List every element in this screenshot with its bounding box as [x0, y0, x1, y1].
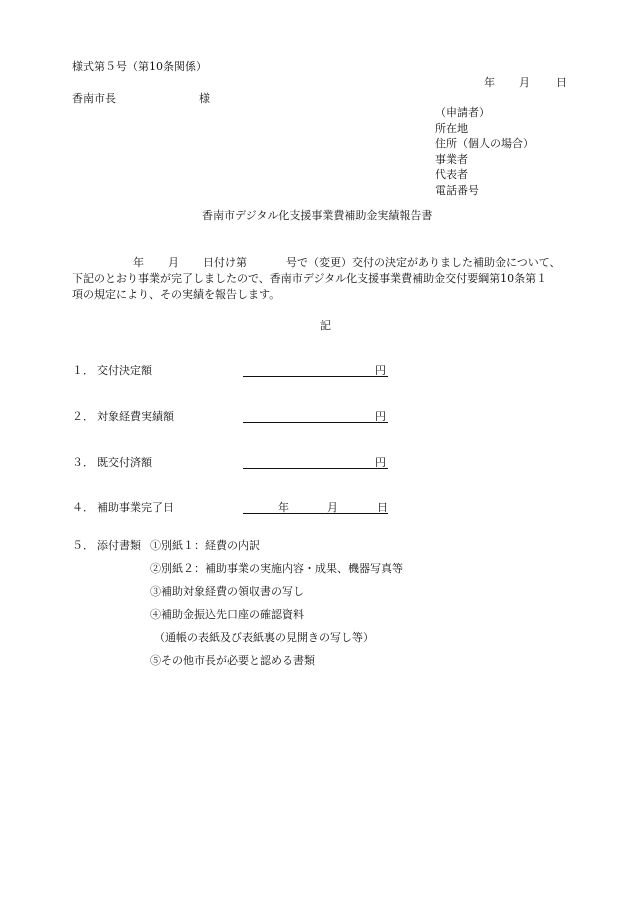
- applicant-block: [435, 105, 534, 198]
- attachment-item: ③補助対象経費の領収書の写し: [150, 585, 304, 598]
- date-day-label: 日: [556, 76, 567, 89]
- date-month-label: 月: [519, 76, 530, 89]
- attachment-item: ②別紙２：補助事業の実施内容・成果、機器写真等: [150, 562, 403, 575]
- body-line-3: 項の規定により、その実績を報告します。: [72, 288, 281, 301]
- body-line-2: 下記のとおり事業が完了しましたので、香南市デジタル化支援事業費補助金交付要綱第10条第１: [72, 272, 548, 285]
- yen-unit: 円: [375, 364, 386, 377]
- addressee-name: 香南市長: [72, 92, 116, 105]
- yen-unit: 円: [375, 456, 386, 469]
- document-title: 香南市デジタル化支援事業費補助金実績報告書: [202, 209, 433, 222]
- item-label: 既交付済額: [97, 456, 152, 469]
- completion-month: 月: [327, 501, 338, 514]
- attachment-item: ①別紙１：経費の内訳: [150, 539, 260, 552]
- applicant-residence: 住所（個人の場合）: [435, 137, 534, 150]
- applicant-representative: 代表者: [435, 168, 468, 181]
- applicant-phone: 電話番号: [435, 183, 479, 197]
- item-number: ５．: [72, 539, 94, 552]
- addressee-honorific: 様: [199, 92, 210, 105]
- applicant-heading: （申請者）: [435, 106, 490, 119]
- completion-year: 年: [278, 501, 289, 514]
- item-number: ４．: [72, 501, 94, 514]
- yen-unit: 円: [375, 410, 386, 423]
- ki-heading: 記: [320, 319, 331, 332]
- body-number-text: 号で（変更）交付の決定がありました補助金について、: [286, 256, 561, 269]
- completion-date-field: [243, 499, 388, 514]
- item-number: ２．: [72, 410, 94, 423]
- amount-field: [243, 408, 388, 423]
- item-label: 補助事業完了日: [97, 501, 174, 514]
- amount-field: [243, 454, 388, 469]
- amount-field: [243, 362, 388, 377]
- applicant-address: 所在地: [435, 121, 468, 135]
- item-number: １．: [72, 364, 94, 377]
- item-label: 対象経費実績額: [97, 410, 174, 423]
- body-year: 年: [133, 256, 144, 269]
- applicant-business: 事業者: [435, 152, 468, 166]
- item-label: 添付書類: [97, 539, 141, 552]
- date-year-label: 年: [484, 76, 495, 89]
- body-month: 月: [168, 256, 179, 269]
- attachment-item: ④補助金振込先口座の確認資料: [150, 608, 304, 621]
- item-number: ３．: [72, 456, 94, 469]
- attachment-item: （通帳の表紙及び表紙裏の見開きの写し等）: [154, 631, 374, 644]
- body-day-sent: 日付け第: [203, 256, 247, 269]
- form-label: 様式第５号（第10条関係）: [72, 60, 207, 73]
- item-label: 交付決定額: [97, 364, 152, 377]
- attachment-item: ⑤その他市長が必要と認める書類: [150, 654, 315, 667]
- completion-day: 日: [377, 501, 388, 514]
